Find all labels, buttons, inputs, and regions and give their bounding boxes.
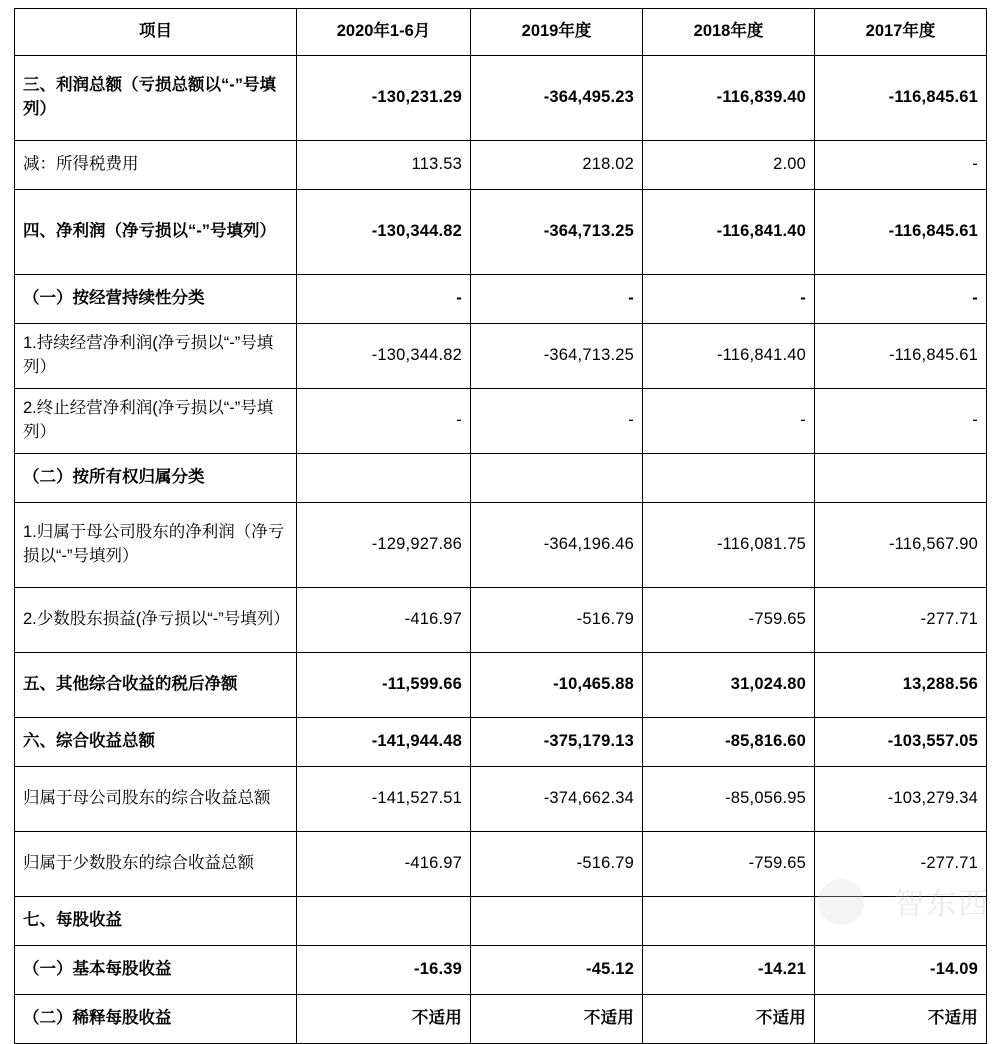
row-value xyxy=(643,454,815,503)
row-label: 七、每股收益 xyxy=(15,897,297,946)
row-value: - xyxy=(815,141,987,190)
row-value: -416.97 xyxy=(297,832,471,897)
row-value: -116,845.61 xyxy=(815,190,987,275)
row-value: - xyxy=(643,389,815,454)
row-value: -116,845.61 xyxy=(815,56,987,141)
row-value xyxy=(297,897,471,946)
row-value: -516.79 xyxy=(471,832,643,897)
row-value: -116,567.90 xyxy=(815,503,987,588)
table-row xyxy=(15,832,987,897)
row-value: -103,279.34 xyxy=(815,767,987,832)
row-label: 减：所得税费用 xyxy=(15,141,297,190)
table-row xyxy=(15,897,987,946)
row-label: （一）基本每股收益 xyxy=(15,946,297,995)
financial-statement-sheet xyxy=(14,8,986,1044)
row-label: 归属于母公司股东的综合收益总额 xyxy=(15,767,297,832)
row-value: -130,344.82 xyxy=(297,190,471,275)
row-value: -759.65 xyxy=(643,588,815,653)
row-label: 2.少数股东损益(净亏损以“-”号填列） xyxy=(15,588,297,653)
row-value: 不适用 xyxy=(815,995,987,1044)
row-value: -116,081.75 xyxy=(643,503,815,588)
table-body xyxy=(15,56,987,1044)
table-row xyxy=(15,56,987,141)
table-row xyxy=(15,503,987,588)
column-header-item: 项目 xyxy=(15,9,297,56)
row-value: 不适用 xyxy=(643,995,815,1044)
row-value: - xyxy=(471,389,643,454)
row-value: -45.12 xyxy=(471,946,643,995)
column-header-2017: 2017年度 xyxy=(815,9,987,56)
row-value: -14.09 xyxy=(815,946,987,995)
row-label: 六、综合收益总额 xyxy=(15,718,297,767)
column-header-2018: 2018年度 xyxy=(643,9,815,56)
table-row xyxy=(15,454,987,503)
row-value xyxy=(643,897,815,946)
row-label: 1.持续经营净利润(净亏损以“-”号填列） xyxy=(15,324,297,389)
table-row xyxy=(15,389,987,454)
row-label: 五、其他综合收益的税后净额 xyxy=(15,653,297,718)
row-label: 1.归属于母公司股东的净利润（净亏损以“-”号填列） xyxy=(15,503,297,588)
table-row xyxy=(15,275,987,324)
row-value: -129,927.86 xyxy=(297,503,471,588)
row-value: -10,465.88 xyxy=(471,653,643,718)
row-value: -364,713.25 xyxy=(471,324,643,389)
row-value: - xyxy=(643,275,815,324)
row-value: 218.02 xyxy=(471,141,643,190)
row-label: 2.终止经营净利润(净亏损以“-”号填列） xyxy=(15,389,297,454)
row-value: -516.79 xyxy=(471,588,643,653)
row-value: -11,599.66 xyxy=(297,653,471,718)
row-value: -130,231.29 xyxy=(297,56,471,141)
row-value: -141,527.51 xyxy=(297,767,471,832)
table-row xyxy=(15,190,987,275)
row-value xyxy=(471,897,643,946)
row-value: -364,713.25 xyxy=(471,190,643,275)
row-value xyxy=(815,454,987,503)
row-label: 归属于少数股东的综合收益总额 xyxy=(15,832,297,897)
row-label: （一）按经营持续性分类 xyxy=(15,275,297,324)
row-value: -85,816.60 xyxy=(643,718,815,767)
row-value xyxy=(297,454,471,503)
table-row xyxy=(15,995,987,1044)
row-value: -277.71 xyxy=(815,588,987,653)
column-header-2019: 2019年度 xyxy=(471,9,643,56)
row-value: 2.00 xyxy=(643,141,815,190)
row-value: -14.21 xyxy=(643,946,815,995)
watermark-text: 智东西 xyxy=(894,888,990,921)
column-header-2020h1: 2020年1-6月 xyxy=(297,9,471,56)
row-value: -116,845.61 xyxy=(815,324,987,389)
table-row xyxy=(15,653,987,718)
row-value: -130,344.82 xyxy=(297,324,471,389)
row-value: -364,495.23 xyxy=(471,56,643,141)
row-value: - xyxy=(297,389,471,454)
row-value: -759.65 xyxy=(643,832,815,897)
row-value: - xyxy=(471,275,643,324)
row-value: -16.39 xyxy=(297,946,471,995)
table-row xyxy=(15,141,987,190)
row-value: -103,557.05 xyxy=(815,718,987,767)
row-value: -416.97 xyxy=(297,588,471,653)
row-label: 三、利润总额（亏损总额以“-”号填列） xyxy=(15,56,297,141)
table-header-row xyxy=(15,9,987,56)
row-value: - xyxy=(297,275,471,324)
row-value: 13,288.56 xyxy=(815,653,987,718)
row-value: 113.53 xyxy=(297,141,471,190)
table-row xyxy=(15,767,987,832)
row-value: -277.71 xyxy=(815,832,987,897)
table-header xyxy=(15,9,987,56)
row-value: -374,662.34 xyxy=(471,767,643,832)
row-value: 不适用 xyxy=(297,995,471,1044)
row-value: -85,056.95 xyxy=(643,767,815,832)
row-value xyxy=(815,897,987,946)
row-label: （二）按所有权归属分类 xyxy=(15,454,297,503)
row-label: （二）稀释每股收益 xyxy=(15,995,297,1044)
row-value xyxy=(471,454,643,503)
row-value: 不适用 xyxy=(471,995,643,1044)
row-value: -375,179.13 xyxy=(471,718,643,767)
row-value: -116,841.40 xyxy=(643,190,815,275)
row-value: -141,944.48 xyxy=(297,718,471,767)
row-value: - xyxy=(815,275,987,324)
row-label: 四、净利润（净亏损以“-”号填列） xyxy=(15,190,297,275)
row-value: -364,196.46 xyxy=(471,503,643,588)
row-value: - xyxy=(815,389,987,454)
income-statement-table xyxy=(14,8,987,1044)
row-value: -116,841.40 xyxy=(643,324,815,389)
row-value: 31,024.80 xyxy=(643,653,815,718)
table-row xyxy=(15,946,987,995)
table-row xyxy=(15,718,987,767)
table-row xyxy=(15,324,987,389)
table-row xyxy=(15,588,987,653)
row-value: -116,839.40 xyxy=(643,56,815,141)
